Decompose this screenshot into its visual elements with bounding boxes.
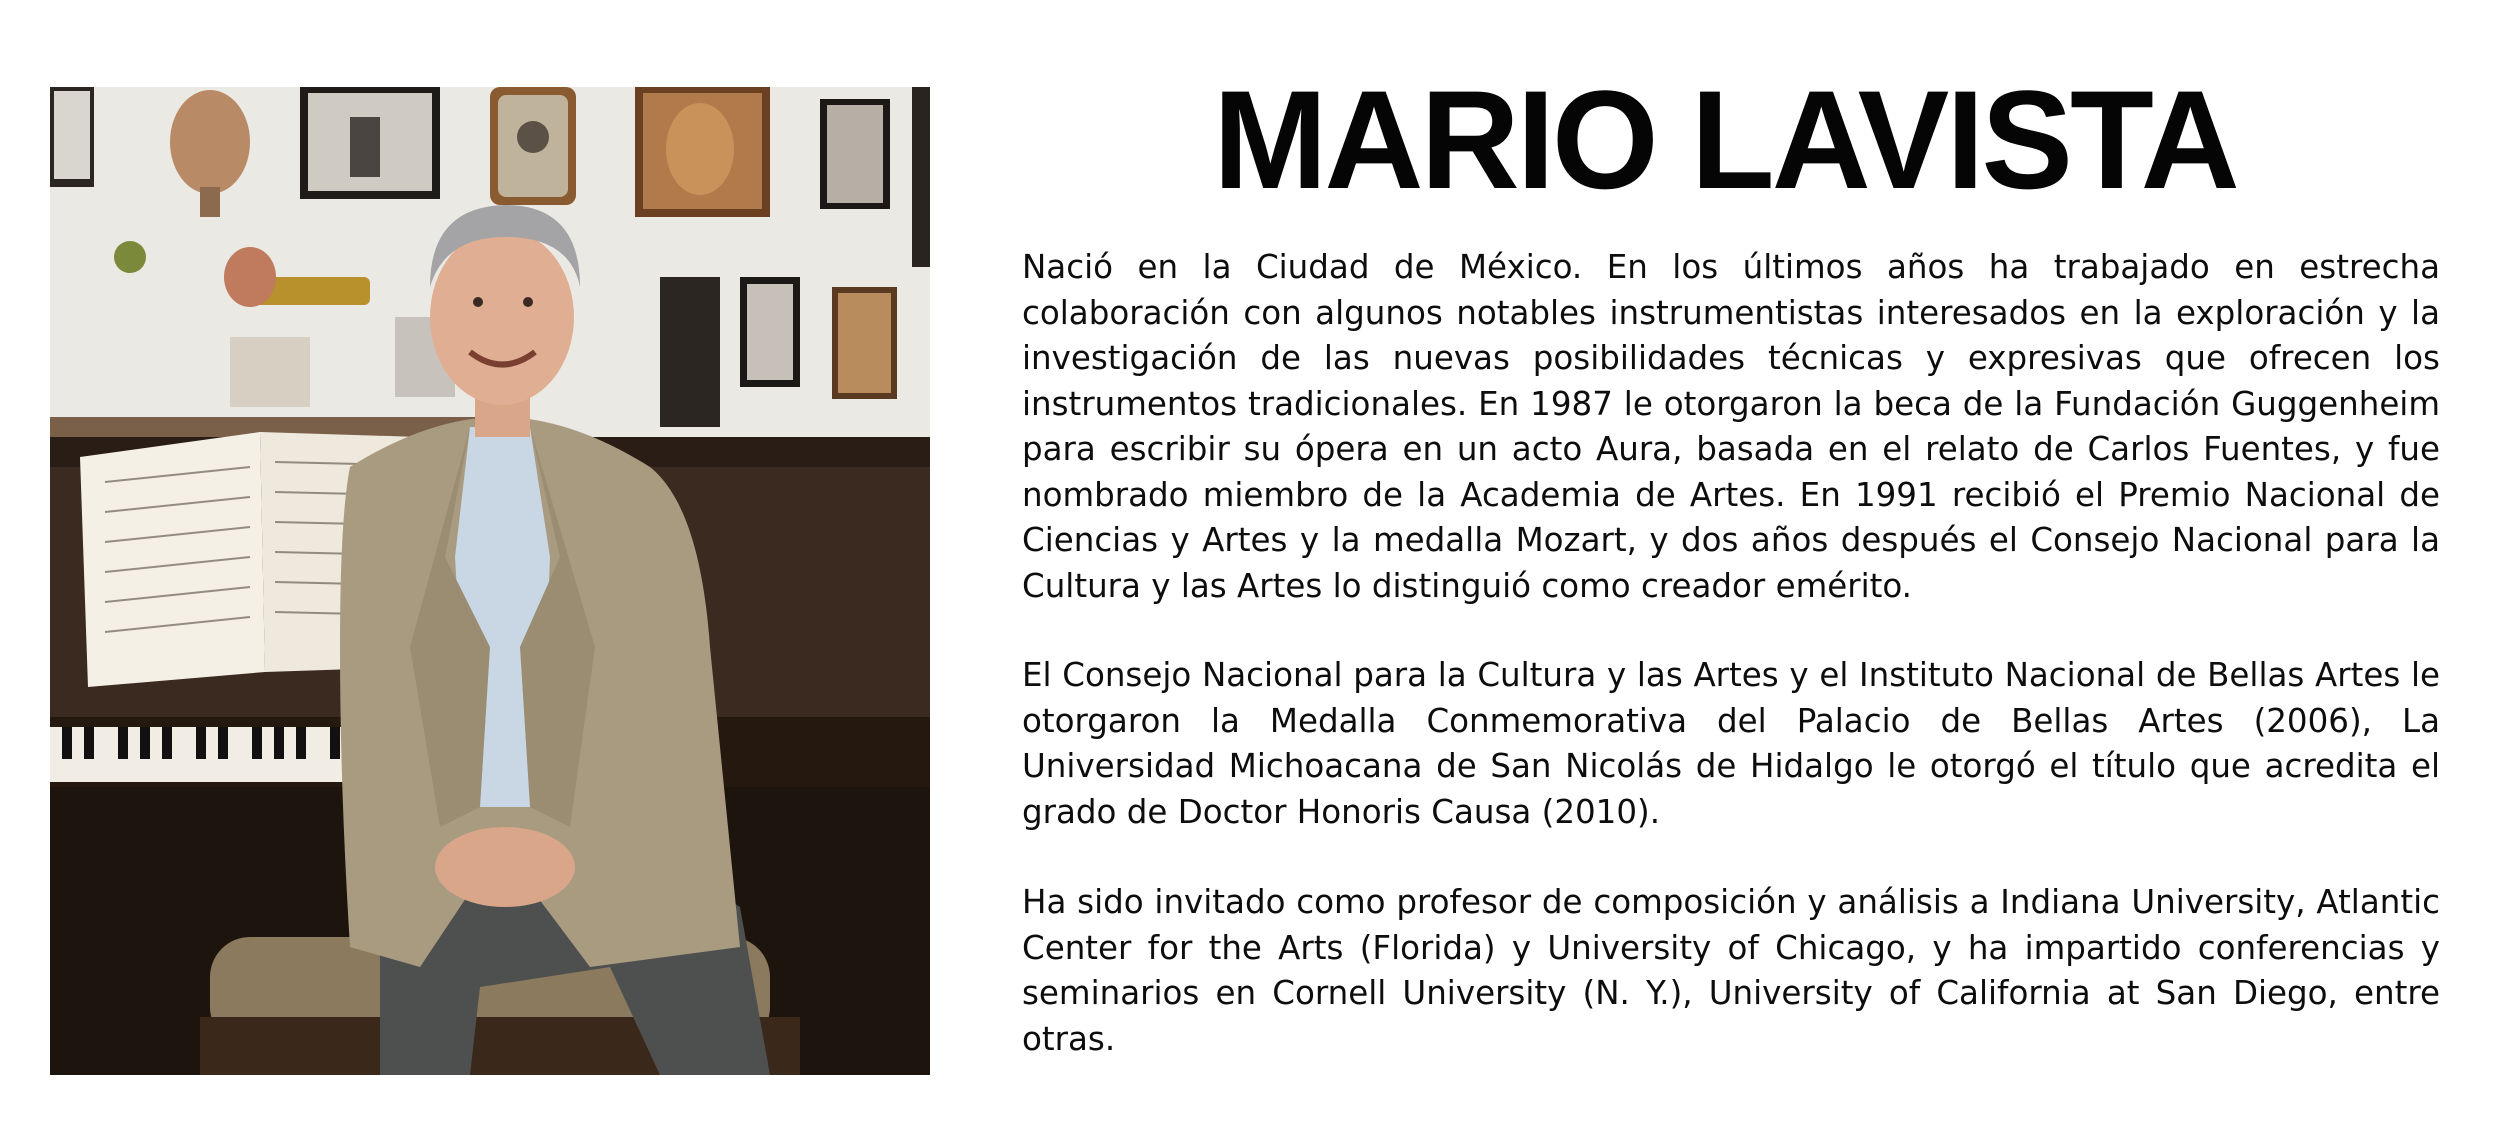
bio-paragraph-3: Ha sido invitado como profesor de composición y análisis a Indiana University, Atlantic Center for the Arts (Florida) y University of Chicago, y ha impartido conferencias y seminarios en Cornell University (N. Y.), University of California at San Diego, entre otras. xyxy=(1022,883,2440,1058)
page-title: MARIO LAVISTA xyxy=(1213,61,2237,218)
bio-paragraph-1: Nació en la Ciudad de México. En los últimos años ha trabajado en estrecha colaboración con algunos notables instrumentistas interesados en la exploración y la investigación de las nuevas posibilidades técnicas y expresivas que ofrecen los instrumentos tradicionales. En 1987 le otorgaron la beca de la Fundación Guggenheim para escribir su ópera en un acto Aura, basada en el relato de Carlos Fuentes, y fue nombrado miembro de la Academia de Artes. En 1991 recibió el Premio Nacional de Ciencias y Artes y la medalla Mozart, y dos años después el Consejo Nacional para la Cultura y las Artes lo distinguió como creador emérito. xyxy=(1022,248,2440,605)
bio-paragraph-2: El Consejo Nacional para la Cultura y las Artes y el Instituto Nacional de Bellas Artes le otorgaron la Medalla Conmemorativa del Palacio de Bellas Artes (2006), La Universidad Michoacana de San Nicolás de Hidalgo le otorgó el título que acredita el grado de Doctor Honoris Causa (2010). xyxy=(1022,656,2440,831)
portrait-illustration xyxy=(50,87,930,1075)
portrait-photo xyxy=(50,87,930,1075)
